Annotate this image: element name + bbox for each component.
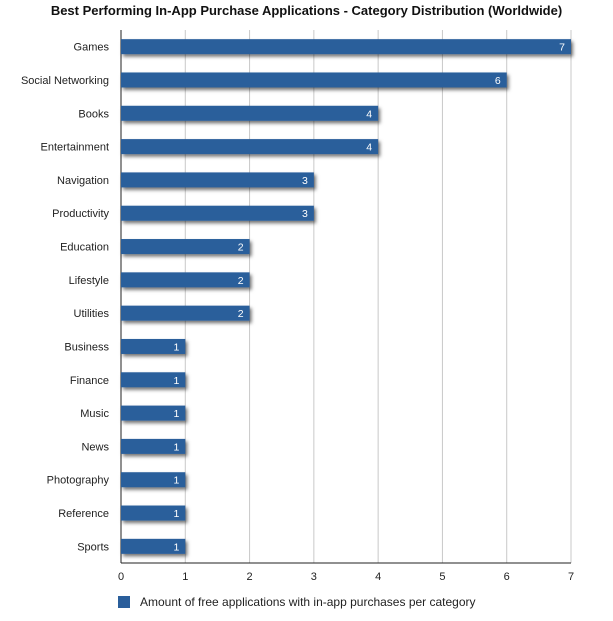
bar-value-label: 2 — [237, 241, 244, 254]
bar-value-label: 2 — [237, 308, 244, 321]
y-category-label: Sports — [77, 541, 109, 554]
bar-value-label: 2 — [237, 274, 244, 287]
x-tick-label: 3 — [310, 571, 317, 583]
y-category-label: News — [81, 441, 109, 454]
bar-value-label: 1 — [173, 508, 180, 521]
bar — [121, 72, 507, 87]
bar — [121, 139, 378, 154]
legend-label: Amount of free applications with in-app purchases per category — [140, 595, 476, 609]
bar — [121, 172, 314, 187]
bar-value-label: 1 — [173, 374, 180, 387]
y-category-label: Lifestyle — [68, 274, 109, 287]
bar-value-label: 1 — [173, 441, 180, 454]
bar-value-label: 4 — [366, 141, 373, 154]
bar-value-label: 6 — [494, 74, 501, 87]
y-category-label: Books — [78, 108, 109, 121]
bar — [121, 306, 250, 321]
bar-value-label: 3 — [302, 208, 308, 221]
y-category-label: Reference — [58, 508, 109, 521]
chart-legend — [118, 595, 476, 609]
y-category-label: Education — [60, 241, 109, 254]
y-category-label: Utilities — [73, 308, 109, 321]
bar-value-label: 1 — [173, 541, 180, 554]
bar — [121, 206, 314, 221]
y-category-label: Navigation — [57, 174, 109, 187]
bar — [121, 239, 250, 254]
y-category-label: Finance — [69, 374, 109, 387]
x-tick-label: 4 — [375, 571, 382, 583]
x-tick-label: 0 — [117, 571, 125, 583]
x-tick-label: 6 — [503, 571, 510, 583]
bar-value-label: 3 — [302, 174, 308, 187]
bar-value-label: 1 — [173, 341, 180, 354]
bar — [121, 272, 250, 287]
legend-swatch — [118, 596, 130, 608]
y-category-label: Music — [80, 408, 109, 421]
y-category-label: Productivity — [52, 208, 109, 221]
chart-title: Best Performing In-App Purchase Applications - Category Distribution (Worldwide) — [50, 3, 563, 18]
bar-value-label: 7 — [559, 41, 565, 54]
x-tick-label: 7 — [567, 571, 575, 583]
x-tick-label: 2 — [246, 571, 253, 583]
y-category-label: Photography — [46, 474, 109, 487]
y-category-label: Social Networking — [20, 74, 109, 87]
bar-value-label: 1 — [173, 474, 180, 487]
bar — [121, 39, 571, 54]
bar — [121, 106, 378, 121]
x-tick-label: 5 — [439, 571, 446, 583]
bar-value-label: 1 — [173, 408, 180, 421]
x-tick-label: 1 — [182, 571, 189, 583]
y-category-label: Business — [64, 341, 109, 354]
y-category-label: Entertainment — [40, 141, 109, 154]
y-category-label: Games — [73, 41, 109, 54]
bar-value-label: 4 — [366, 108, 373, 121]
